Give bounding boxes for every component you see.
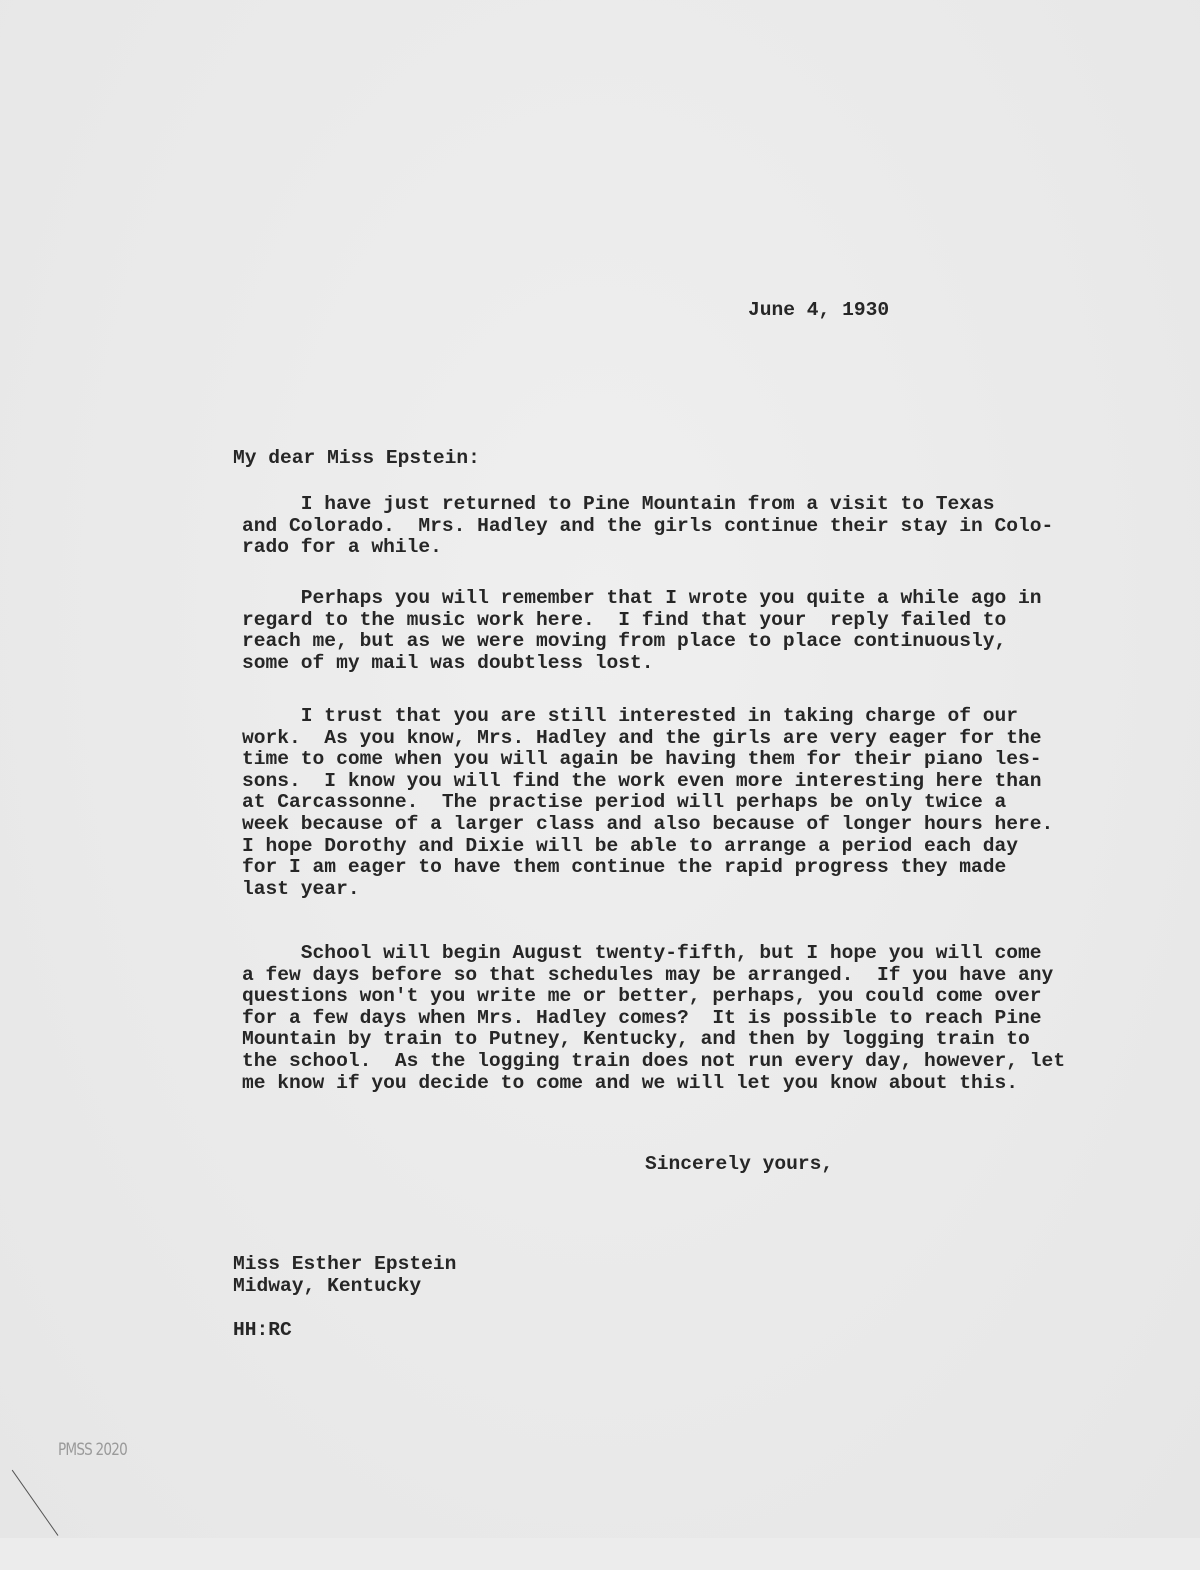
text-line: and Colorado. Mrs. Hadley and the girls continue their stay in Colo- [242, 514, 1054, 537]
paragraph-3 [242, 706, 1053, 900]
letter-date: June 4, 1930 [748, 299, 890, 321]
address-line: Miss Esther Epstein [233, 1253, 457, 1275]
text-line: I have just returned to Pine Mountain from a visit to Texas [242, 493, 995, 515]
text-line: Perhaps you will remember that I wrote you quite a while ago in [242, 587, 1042, 609]
text-line: School will begin August twenty-fifth, but I hope you will come [242, 942, 1042, 964]
page-corner-fold [0, 1470, 58, 1570]
text-line: last year. [242, 877, 360, 900]
text-line: I hope Dorothy and Dixie will be able to arrange a period each day [242, 834, 1019, 857]
reference-initials: HH:RC [233, 1319, 292, 1341]
text-line: a few days before so that schedules may be arranged. If you have any [242, 963, 1054, 986]
text-line: reach me, but as we were moving from place to place continuously, [242, 630, 1007, 653]
text-line: some of my mail was doubtless lost. [242, 651, 654, 674]
text-line: work. As you know, Mrs. Hadley and the girls are very eager for the [242, 726, 1042, 749]
salutation: My dear Miss Epstein: [233, 447, 480, 469]
text-line: Mountain by train to Putney, Kentucky, and then by logging train to [242, 1028, 1030, 1051]
paragraph-2 [242, 588, 1042, 674]
text-line: I trust that you are still interested in taking charge of our [242, 705, 1019, 727]
archive-watermark: PMSS 2020 [58, 1440, 127, 1460]
address-line: Midway, Kentucky [233, 1274, 422, 1297]
text-line: me know if you decide to come and we will let you know about this. [242, 1071, 1019, 1094]
text-line: time to come when you will again be having them for their piano les- [242, 748, 1042, 771]
text-line: sons. I know you will find the work even more interesting here than [242, 769, 1042, 792]
text-line: regard to the music work here. I find that your reply failed to [242, 608, 1007, 631]
paragraph-1 [242, 494, 1053, 559]
paragraph-4 [242, 943, 1065, 1094]
text-line: for I am eager to have them continue the rapid progress they made [242, 856, 1007, 879]
text-line: at Carcassonne. The practise period will perhaps be only twice a [242, 791, 1007, 814]
recipient-address [233, 1254, 456, 1297]
text-line: week because of a larger class and also because of longer hours here. [242, 812, 1054, 835]
text-line: rado for a while. [242, 536, 442, 559]
text-line: the school. As the logging train does not run every day, however, let [242, 1049, 1066, 1072]
text-line: for a few days when Mrs. Hadley comes? It is possible to reach Pine [242, 1006, 1042, 1029]
closing: Sincerely yours, [645, 1153, 834, 1175]
text-line: questions won't you write me or better, perhaps, you could come over [242, 985, 1042, 1008]
